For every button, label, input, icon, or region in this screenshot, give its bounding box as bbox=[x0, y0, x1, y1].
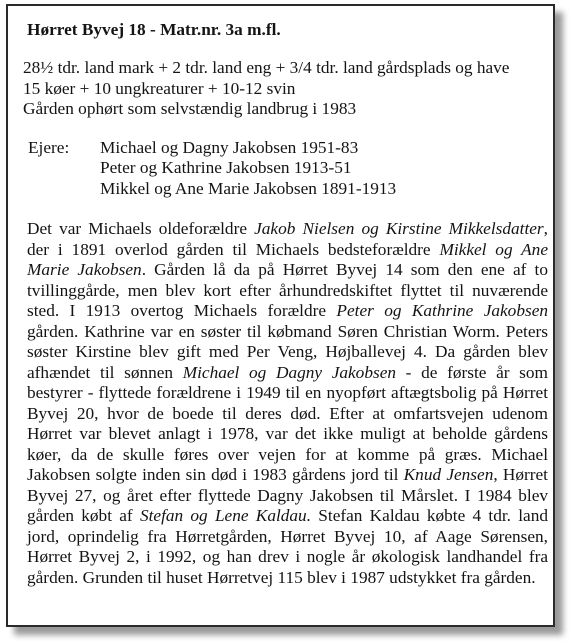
summary-line-land: 28½ tdr. land mark + 2 tdr. land eng + 3/4 tdr. land gårdsplads og have bbox=[23, 58, 510, 77]
text-segment: , der i 1891 overlod gården til Michaels bedsteforældre bbox=[27, 219, 548, 259]
document-card bbox=[6, 4, 555, 627]
text-segment: gården. Kathrine var en søster til købmand Søren Christian Worm. Peters søster Kirstine blev gift med Per Veng, Højballevej 4. Da gården blev afhændet til sønnen bbox=[27, 321, 548, 382]
property-summary bbox=[23, 58, 548, 120]
text-segment: - de første år som bestyrer - flyttede forældrene i 1949 til en nyopført aftægtsbolig på Hørret Byvej 20, hvor de boede til deres død. Efter at omfartsvejen udenom Hørret var blevet anlagt i 1978, var det ikke muligt at beholde gårdens køer, da de skulle føres over vejen for at komme på græs. Michael Jakobsen solgte inden sin død i 1983 gårdens jord til bbox=[27, 362, 548, 484]
name-emphasis: Michael og Dagny Jakobsen bbox=[182, 362, 396, 382]
owners-label: Ejere: bbox=[28, 137, 70, 157]
text-segment: Stefan Kaldau købte 4 tdr. land jord, oprindelig fra Hørretgården, Hørret Byvej 10, af Aage Sørensen, Hørret Byvej 2, i 1992, og han drev i nogle år økologisk landhandel fra gården. Grunden til huset Hørretvej 115 blev i 1987 udstykket fra gården. bbox=[27, 506, 548, 587]
name-emphasis: Knud Jensen bbox=[403, 465, 494, 484]
name-emphasis: Jakob Nielsen og Kirstine Mikkelsdatter bbox=[254, 219, 544, 238]
document-content bbox=[23, 20, 548, 588]
text-segment: Det var Michaels oldeforældre bbox=[27, 219, 255, 238]
owner-entry: Peter og Kathrine Jakobsen 1913-51 bbox=[100, 158, 352, 177]
summary-line-livestock: 15 køer + 10 ungkreaturer + 10-12 svin bbox=[23, 78, 296, 98]
document-title: Hørret Byvej 18 - Matr.nr. 3a m.fl. bbox=[27, 20, 281, 39]
text-segment: , Hørret Byvej 27, og året efter flyttede Dagny Jakobsen til Mårslet. I 1984 blev gården købt af bbox=[27, 465, 548, 525]
owner-entry: Michael og Dagny Jakobsen 1951-83 bbox=[100, 137, 359, 157]
text-segment: . Gården lå da på Hørret Byvej 14 som den ene af to tvillinggårde, men blev kort efter århundredskiftet flyttet til nuværende sted. I 1913 overtog Michaels forældre bbox=[27, 260, 548, 320]
owner-entry: Mikkel og Ane Marie Jakobsen 1891-1913 bbox=[100, 178, 397, 198]
summary-line-status: Gården ophørt som selvstændig landbrug i 1983 bbox=[23, 99, 357, 118]
name-emphasis: Stefan og Lene Kaldau. bbox=[139, 506, 312, 525]
name-emphasis: Mikkel og Ane Marie Jakobsen bbox=[27, 239, 548, 279]
name-emphasis: Peter og Kathrine Jakobsen bbox=[336, 301, 548, 320]
owners-list bbox=[100, 138, 396, 200]
history-paragraph bbox=[23, 219, 548, 588]
owners-section bbox=[23, 138, 548, 200]
